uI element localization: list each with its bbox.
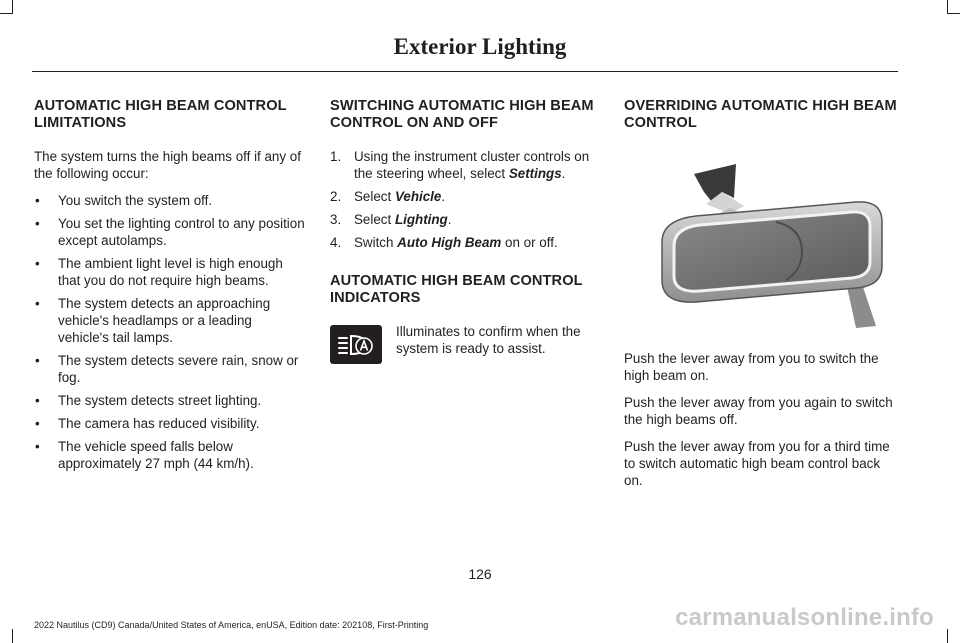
column-overriding xyxy=(624,98,899,499)
column-switching xyxy=(330,98,602,367)
limitations-list xyxy=(34,192,306,472)
bullet-marker: • xyxy=(35,416,40,431)
list-item: • You set the lighting control to any position except autolamps. xyxy=(35,216,305,248)
list-item: • The camera has reduced visibility. xyxy=(35,416,260,431)
column-limitations xyxy=(34,98,306,478)
overriding-heading: OVERRIDING AUTOMATIC HIGH BEAM CONTROL xyxy=(624,98,897,131)
bullet-marker: • xyxy=(35,193,40,208)
lever-push-arrow-illustration xyxy=(626,162,888,330)
crop-mark xyxy=(948,13,960,14)
override-paragraph: Push the lever away from you again to switch the high beams off. xyxy=(624,395,893,427)
bullet-marker: • xyxy=(35,353,40,368)
bullet-marker: • xyxy=(35,296,40,311)
indicator-description: Illuminates to confirm when the system is ready to assist. xyxy=(396,324,581,356)
page-title: Exterior Lighting xyxy=(393,34,567,59)
override-paragraph: Push the lever away from you for a third time to switch automatic high beam control back on. xyxy=(624,439,890,488)
auto-high-beam-icon xyxy=(330,325,382,364)
bullet-marker: • xyxy=(35,256,40,271)
override-paragraph: Push the lever away from you to switch the high beam on. xyxy=(624,351,879,383)
list-item: • You switch the system off. xyxy=(35,193,213,208)
footer-edition-text: 2022 Nautilus (CD9) Canada/United States of America, enUSA, Edition date: 202108, First-Printing xyxy=(34,620,429,630)
bullet-marker: • xyxy=(35,393,40,408)
crop-mark xyxy=(12,629,13,643)
lever-illustration xyxy=(626,162,888,330)
watermark-text: carmanualsonline.info xyxy=(675,604,934,631)
page-number: 126 xyxy=(468,566,492,582)
header-rule xyxy=(32,71,898,72)
step-item: 4. Switch Auto High Beam on or off. xyxy=(330,235,558,250)
step-number: 2. xyxy=(330,189,342,204)
crop-mark xyxy=(947,629,948,643)
list-item: • The system detects an approaching vehicle's headlamps or a leading vehicle's tail lamps. xyxy=(35,296,271,345)
step-number: 4. xyxy=(330,235,342,250)
indicator-row xyxy=(330,323,602,367)
limitations-intro: The system turns the high beams off if any of the following occur: xyxy=(34,149,301,181)
lever-head xyxy=(662,202,882,302)
step-number: 3. xyxy=(330,212,342,227)
indicators-heading: AUTOMATIC HIGH BEAM CONTROL INDICATORS xyxy=(330,273,583,306)
bullet-marker: • xyxy=(35,216,40,231)
crop-mark xyxy=(947,0,948,14)
auto-high-beam-icon-glyph xyxy=(330,325,382,364)
step-item: 1. Using the instrument cluster controls on the steering wheel, select Settings. xyxy=(330,149,590,181)
step-item: 3. Select Lighting. xyxy=(330,212,452,227)
list-item: • The system detects severe rain, snow or fog. xyxy=(35,353,299,385)
crop-mark xyxy=(0,13,12,14)
limitations-heading: AUTOMATIC HIGH BEAM CONTROL LIMITATIONS xyxy=(34,98,287,131)
switching-steps xyxy=(330,148,602,251)
step-item: 2. Select Vehicle. xyxy=(330,189,446,204)
list-item: • The system detects street lighting. xyxy=(35,393,262,408)
list-item: • The ambient light level is high enough that you do not require high beams. xyxy=(35,256,283,288)
bullet-marker: • xyxy=(35,439,40,454)
list-item: • The vehicle speed falls below approximately 27 mph (44 km/h). xyxy=(35,439,254,471)
crop-mark xyxy=(12,0,13,14)
switching-heading: SWITCHING AUTOMATIC HIGH BEAM CONTROL ON AND OFF xyxy=(330,98,594,131)
step-number: 1. xyxy=(330,149,342,164)
